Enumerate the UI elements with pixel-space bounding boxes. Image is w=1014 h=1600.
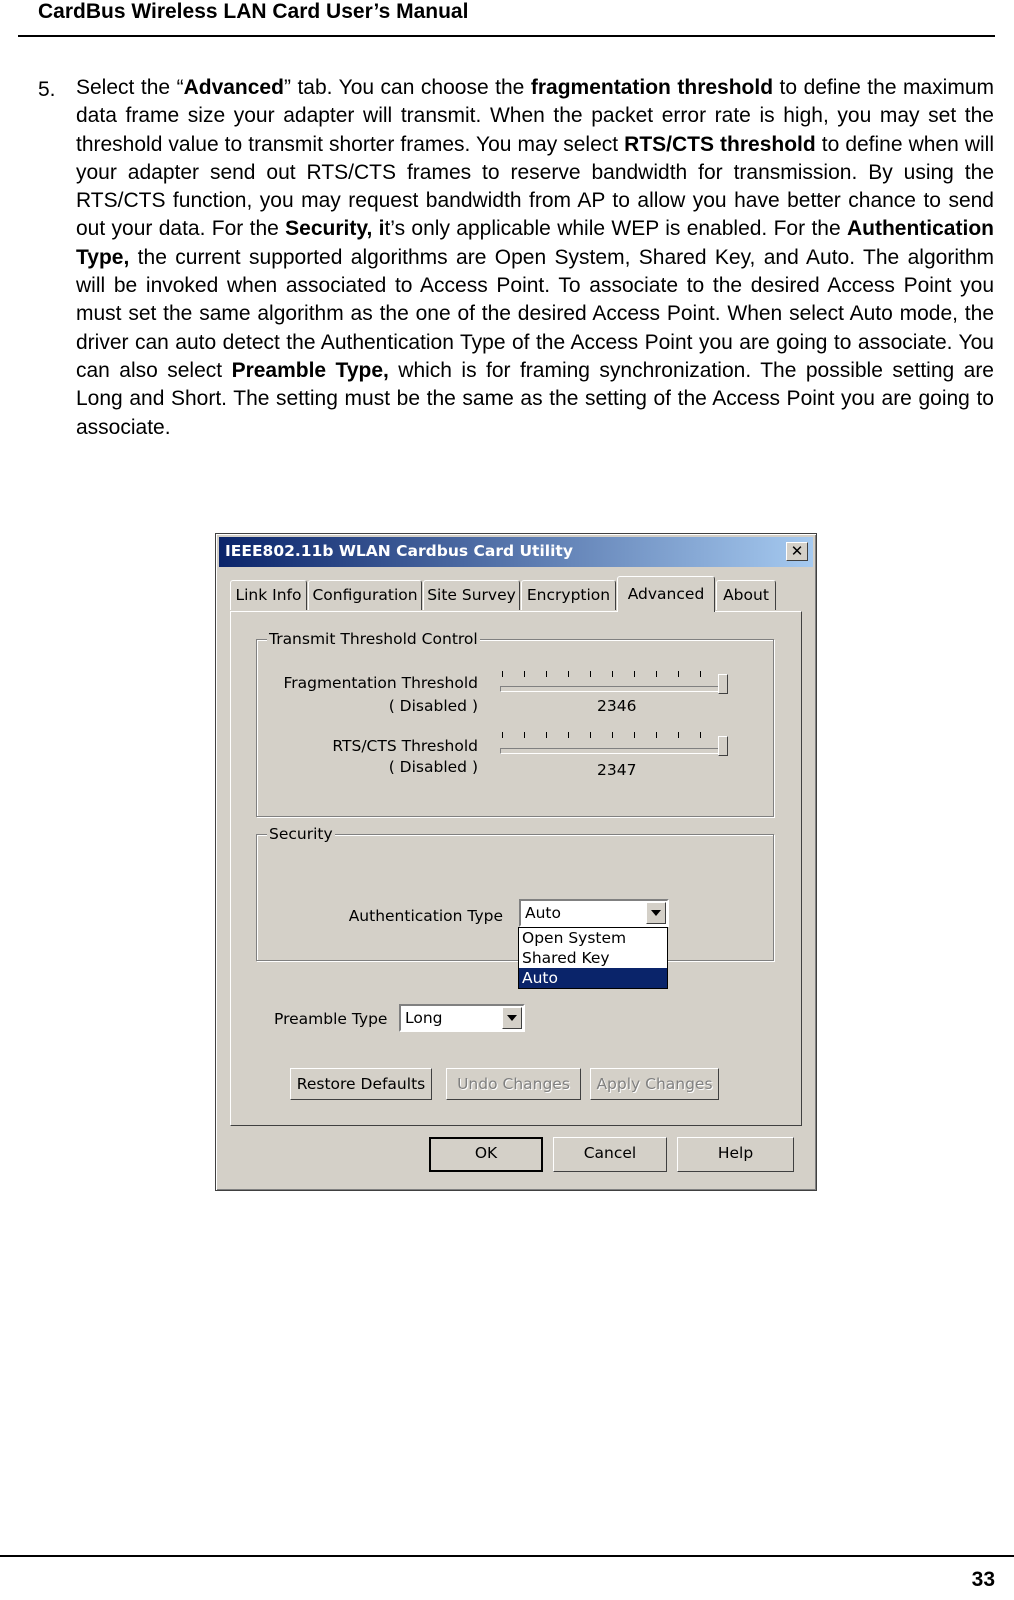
fragmentation-label: Fragmentation Threshold: [283, 674, 478, 692]
fragmentation-slider-track[interactable]: [500, 686, 722, 692]
text-run: t’s only applicable while WEP is enabled. For the: [384, 217, 847, 241]
slider-tick: [700, 732, 701, 738]
undo-changes-button[interactable]: Undo Changes: [446, 1068, 581, 1100]
tab-link-info[interactable]: Link Info: [230, 580, 307, 610]
slider-tick: [568, 671, 569, 677]
threshold-group-legend: Transmit Threshold Control: [269, 630, 478, 648]
tab-configuration[interactable]: Configuration: [308, 580, 422, 610]
rts-slider-thumb[interactable]: [718, 736, 728, 756]
security-group: [256, 825, 774, 961]
fragmentation-value: 2346: [597, 697, 637, 715]
tab-about[interactable]: About: [716, 580, 776, 610]
fragmentation-state: ( Disabled ): [388, 697, 478, 715]
slider-tick: [678, 671, 679, 677]
bold-term: fragmentation threshold: [530, 76, 774, 99]
authentication-type-select[interactable]: [519, 899, 669, 927]
threshold-group: [256, 630, 774, 817]
step-number: 5.: [38, 78, 56, 101]
slider-tick: [700, 671, 701, 677]
preamble-type-select[interactable]: [399, 1004, 525, 1032]
text-run: to define the maximum data frame size your adapter will transmit. When the packet error rate is high, you may set the threshold value to transmit shorter frames. You may select: [76, 76, 995, 156]
slider-tick: [656, 671, 657, 677]
help-button[interactable]: Help: [677, 1137, 794, 1172]
slider-tick: [634, 732, 635, 738]
bold-term: Advanced: [183, 76, 284, 99]
text-run: ” tab. You can choose the: [283, 76, 531, 99]
footer-rule: [0, 1555, 1014, 1557]
text-run: to define when will your adapter send out RTS/CTS frames to reserve bandwidth for transmission. By using the RTS/CTS function, you may request bandwidth from AP to allow you have better chance to send out your data. For the: [76, 132, 994, 241]
option-shared-key[interactable]: Shared Key: [522, 949, 610, 967]
fragmentation-ticks: [502, 671, 722, 679]
text-run: Select the “: [76, 76, 184, 99]
slider-tick: [590, 671, 591, 677]
preamble-type-label: Preamble Type: [274, 1010, 388, 1028]
rts-state: ( Disabled ): [388, 758, 478, 776]
rts-value: 2347: [597, 761, 637, 779]
rts-ticks: [502, 732, 722, 740]
step-paragraph: [76, 74, 994, 442]
slider-tick: [590, 732, 591, 738]
dialog-title: IEEE802.11b WLAN Cardbus Card Utility: [225, 542, 573, 560]
utility-dialog: [215, 533, 817, 1191]
slider-tick: [612, 671, 613, 677]
tab-encryption[interactable]: Encryption: [521, 580, 616, 610]
advanced-tab-panel: [230, 611, 802, 1126]
restore-defaults-button[interactable]: Restore Defaults: [290, 1068, 432, 1100]
slider-tick: [678, 732, 679, 738]
close-icon: ✕: [790, 542, 804, 560]
slider-tick: [634, 671, 635, 677]
authentication-type-value: Auto: [525, 904, 561, 922]
rts-label: RTS/CTS Threshold: [332, 737, 478, 755]
bold-term: Security, i: [285, 217, 385, 241]
dialog-titlebar[interactable]: [219, 537, 813, 567]
slider-tick: [612, 732, 613, 738]
page-number: 33: [971, 1568, 995, 1591]
bold-term: Preamble Type,: [231, 358, 389, 382]
security-group-legend: Security: [269, 825, 333, 843]
option-open-system[interactable]: Open System: [522, 929, 627, 947]
option-auto[interactable]: Auto: [519, 968, 667, 988]
rts-slider-track[interactable]: [500, 748, 722, 754]
close-button[interactable]: [786, 542, 808, 561]
slider-tick: [546, 732, 547, 738]
header-rule: [18, 35, 995, 37]
slider-tick: [524, 732, 525, 738]
slider-tick: [502, 732, 503, 738]
tab-advanced[interactable]: Advanced: [617, 576, 715, 612]
cancel-button[interactable]: Cancel: [553, 1137, 667, 1172]
authentication-type-label: Authentication Type: [348, 907, 503, 925]
authentication-type-options: [518, 927, 668, 989]
ok-button[interactable]: OK: [429, 1137, 543, 1172]
chevron-down-icon[interactable]: [502, 1007, 522, 1029]
tab-site-survey[interactable]: Site Survey: [423, 580, 520, 610]
slider-tick: [502, 671, 503, 677]
fragmentation-slider-thumb[interactable]: [718, 674, 728, 694]
slider-tick: [656, 732, 657, 738]
bold-term: RTS/CTS threshold: [624, 132, 816, 156]
text-run: which is for framing synchronization. The possible setting are Long and Short. The setting must be the same as the setting of the Access Point you are going to associate.: [76, 358, 994, 439]
slider-tick: [546, 671, 547, 677]
running-header: CardBus Wireless LAN Card User’s Manual: [38, 0, 469, 23]
text-run: the current supported algorithms are Open System, Shared Key, and Auto. The algorithm will be invoked when associated to Access Point. To associate to the desired Access Point you must set the same algorithm as the one of the desired Access Point. When select Auto mode, the driver can auto detect the Authentication Type of the Access Point you are going to associate. You can also select: [76, 245, 994, 382]
preamble-type-value: Long: [405, 1009, 443, 1027]
apply-changes-button[interactable]: Apply Changes: [590, 1068, 719, 1100]
slider-tick: [524, 671, 525, 677]
slider-tick: [568, 732, 569, 738]
bold-term: Authentication Type,: [76, 217, 994, 269]
chevron-down-icon[interactable]: [646, 902, 666, 924]
